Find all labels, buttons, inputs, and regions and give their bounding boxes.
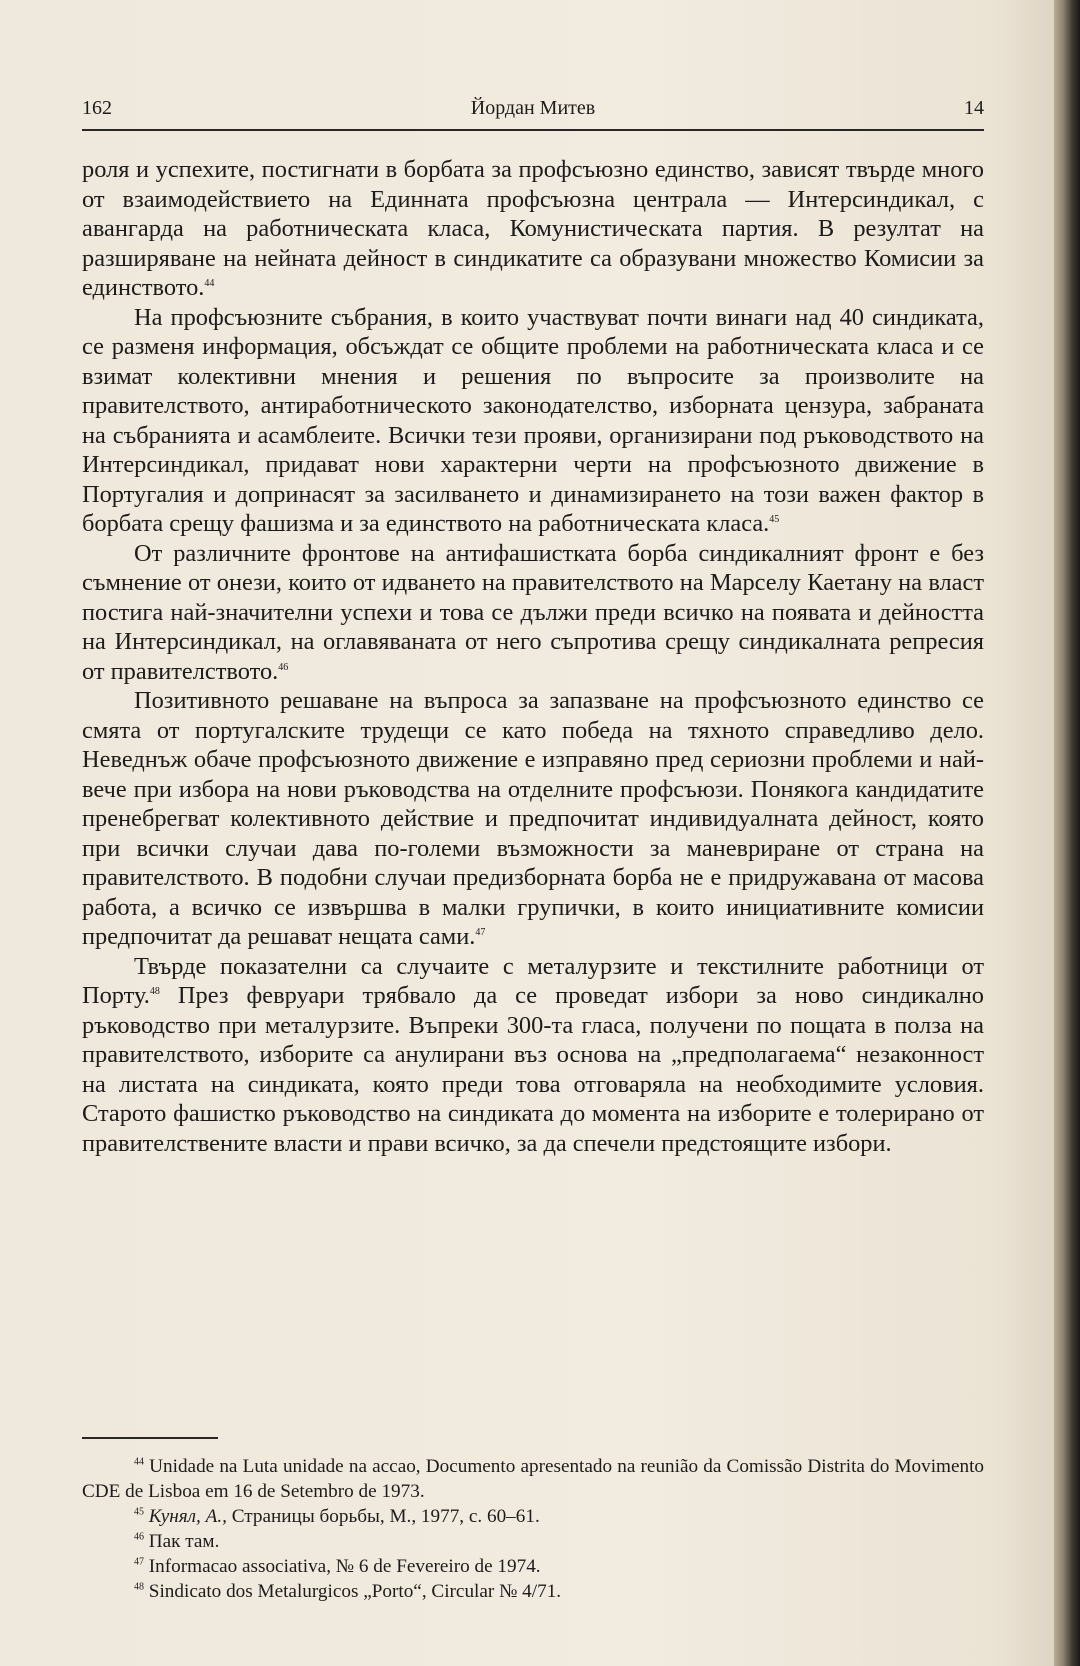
header-rule: [82, 129, 984, 131]
footnote-text: Страницы борьбы, М., 1977, с. 60–61.: [226, 1506, 540, 1527]
footnote-ref: 44: [204, 277, 215, 289]
running-header: [82, 93, 984, 127]
paragraph: [82, 155, 984, 303]
footnote-number: 46: [134, 1531, 144, 1543]
footnote: [82, 1504, 984, 1529]
footnote-ref: 45: [769, 513, 780, 525]
footnote: [82, 1529, 984, 1554]
paragraph-text: Твърде показателни са случаите с металурзите и текстилните работници от Порту.: [82, 952, 984, 1009]
paragraph-text: През февруари трябвало да се проведат избори за ново синдикално ръководство при металурзите. Въпреки 300-та гласа, получени по пощата в полза на правителството, изборите са анулирани въз основа на „предполагаема“ незаконност на листата на синдиката, която преди това отговаряла на необходимите условия. Старото фашистко ръководство на синдиката до момента на изборите е толерирано от правителствените власти и прави всичко, за да спечели предстоящите избори.: [82, 982, 984, 1157]
paragraph: [82, 952, 984, 1159]
paragraph-text: На профсъюзните събрания, в които участвуват почти винаги над 40 синдиката, се разменя информация, обсъждат се общите проблеми на работническата класа и се взимат колективни мнения и решения по въпросите за произволите на правителството, антиработническото законодателство, изборната цензура, забраната на събранията и асамблеите. Всички тези прояви, организирани под ръководството на Интерсиндикал, придават нови характерни черти на профсъюзното движение в Португалия и допринасят за засилването и динамизирането на този важен фактор в борбата срещу фашизма и за единството на работническата класа.: [82, 303, 984, 537]
paragraph-text: От различните фронтове на антифашистката борба синдикалният фронт е без съмнение от онези, които от идването на правителството на Марселу Каетану на власт постига най-значителни успехи и това се дължи преди всичко на появата и дейността на Интерсиндикал, на оглавяваната от него съпротива срещу синдикалната репресия от правителството.: [82, 539, 984, 685]
footnote-number: 44: [134, 1456, 144, 1468]
footnote-text: Unidade na Luta unidade na accao, Documento apresentado na reunião da Comissão Distrita do Movimento CDE de Lisboa em 16 de Setembro de 1973.: [82, 1456, 984, 1502]
footnote-ref: 47: [475, 926, 486, 938]
footnote: [82, 1554, 984, 1579]
page-number: 162: [82, 97, 112, 119]
paragraph: [82, 686, 984, 952]
running-header-author: Йордан Митев: [470, 97, 596, 119]
footnote-text: Пак там.: [148, 1531, 220, 1552]
footnote-number: 45: [134, 1506, 144, 1518]
paragraph-text: Позитивното решаване на въпроса за запазване на профсъюзното единство се смята от португалските трудещи се като победа на тяхното справедливо дело. Неведнъж обаче профсъюзното движение е изправяно пред сериозни проблеми и най-вече при избора на нови ръководства на отделните профсъюзи. Понякога кандидатите пренебрегват колективното действие и предпочитат индивидуалната дейност, която при всички случаи дава по-големи възможности за маневриране от страна на правителството. В подобни случаи предизборната борба не е придружавана от масова работа, а всичко се извършва в малки групички, в които инициативните комисии предпочитат да решават нещата сами.: [82, 687, 984, 950]
paragraph: [82, 303, 984, 539]
footnote-text: Sindicato dos Metalurgicos „Porto“, Circular № 4/71.: [148, 1581, 562, 1602]
body-text: [82, 155, 984, 1158]
footnote-rule: [82, 1437, 218, 1439]
footnote-number: 47: [134, 1556, 144, 1568]
chapter-number: 14: [964, 97, 984, 119]
footnote-number: 48: [134, 1581, 144, 1593]
footnote-author: Кунял, А.,: [148, 1506, 227, 1527]
footnotes: [82, 1454, 984, 1604]
footnote: [82, 1454, 984, 1504]
page-edge-shadow: [1054, 0, 1080, 1666]
footnote-text: Informacao associativa, № 6 de Fevereiro de 1974.: [148, 1556, 541, 1577]
footnote: [82, 1579, 984, 1604]
paragraph: [82, 539, 984, 687]
paragraph-text: роля и успехите, постигнати в борбата за профсъюзно единство, зависят твърде много от взаимодействието на Единната профсъюзна централа — Интерсиндикал, с авангарда на работническата класа, Комунистическата партия. В резултат на разширяване на нейната дейност в синдикатите са образувани множество Комисии за единството.: [82, 156, 984, 301]
footnote-ref: 48: [149, 985, 160, 997]
footnote-ref: 46: [278, 661, 289, 673]
